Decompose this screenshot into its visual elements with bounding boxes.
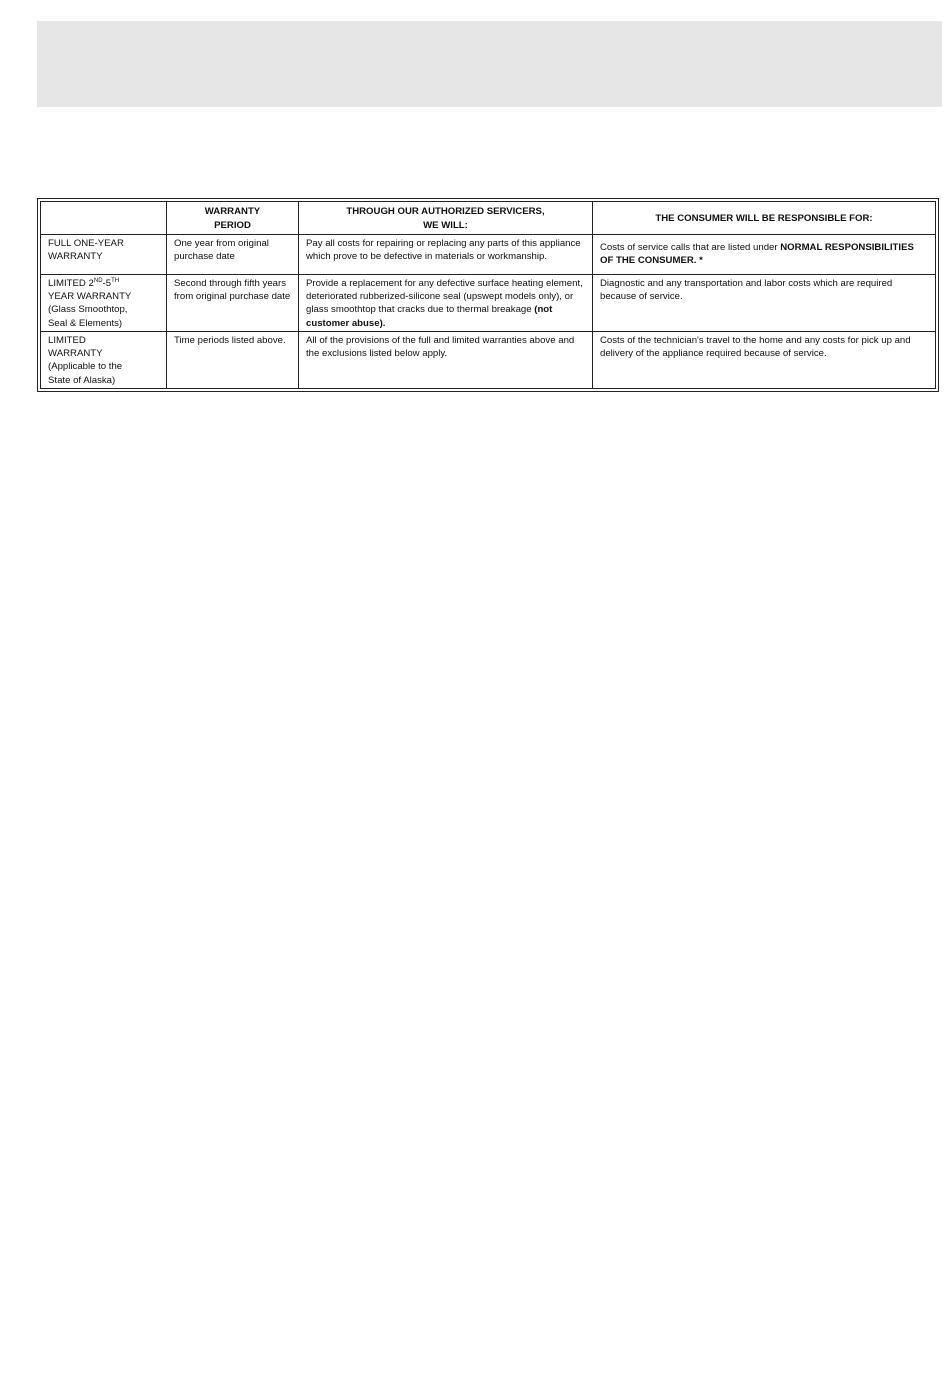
- row-label-line: (Applicable to the: [48, 361, 123, 373]
- header-servicers-line2: WE WILL:: [423, 219, 468, 231]
- period-cell: Time periods listed above.: [167, 331, 299, 388]
- ordinal-superscript: TH: [111, 277, 120, 284]
- ordinal-superscript: ND: [93, 277, 103, 284]
- consumer-cell: [593, 235, 936, 275]
- row-label-line: LIMITED: [48, 334, 86, 346]
- table-row: [41, 235, 936, 275]
- table-header-row: [41, 202, 936, 235]
- header-blank-cell: [41, 202, 167, 235]
- row-label-limited-alaska: [41, 331, 167, 388]
- header-band: [37, 21, 942, 107]
- consumer-text: Costs of service calls that are listed under: [600, 242, 778, 253]
- table-row: [41, 275, 936, 332]
- header-period-line2: PERIOD: [214, 219, 251, 231]
- row-label-line: FULL ONE-YEAR: [48, 238, 124, 249]
- warranty-table: [40, 201, 936, 389]
- header-servicers: [299, 202, 593, 235]
- row-label-line: State of Alaska): [48, 374, 116, 386]
- consumer-cell: Costs of the technician's travel to the home and any costs for pick up and delivery of the appliance required because of service.: [593, 331, 936, 388]
- period-cell: One year from original purchase date: [167, 235, 299, 275]
- consumer-bold-text: NORMAL RESPONSIBILITIES OF THE CONSUMER. *: [600, 242, 914, 267]
- header-servicers-line1: THROUGH OUR AUTHORIZED SERVICERS,: [346, 206, 545, 218]
- table-row: [41, 331, 936, 388]
- servicer-cell: All of the provisions of the full and limited warranties above and the exclusions listed below apply.: [299, 331, 593, 388]
- servicer-cell: Pay all costs for repairing or replacing any parts of this appliance which prove to be defective in materials or workmanship.: [299, 235, 593, 275]
- row-label-line: Seal & Elements): [48, 317, 123, 329]
- period-cell: Second through fifth years from original purchase date: [167, 275, 299, 332]
- row-label-limited-2nd-5th: [41, 275, 167, 332]
- servicer-text: Provide a replacement for any defective surface heating element, deteriorated rubberized-silicone seal (upswept models only), or glass smoothtop that cracks due to thermal breakage: [306, 278, 583, 316]
- header-consumer: THE CONSUMER WILL BE RESPONSIBLE FOR:: [593, 202, 936, 235]
- row-label-line: LIMITED 2: [48, 278, 94, 289]
- row-label-full-one-year: [41, 235, 167, 275]
- header-warranty-period: [167, 202, 299, 235]
- warranty-table-frame: [37, 198, 939, 392]
- row-label-line: YEAR WARRANTY: [48, 291, 132, 303]
- row-label-line: WARRANTY: [48, 251, 103, 263]
- row-label-line: WARRANTY: [48, 348, 103, 360]
- consumer-cell: Diagnostic and any transportation and labor costs which are required because of service.: [593, 275, 936, 332]
- row-label-line: (Glass Smoothtop,: [48, 304, 128, 316]
- row-label-line: -5: [102, 278, 112, 289]
- servicer-bold-text: (not customer abuse).: [306, 304, 553, 329]
- servicer-cell: [299, 275, 593, 332]
- header-period-line1: WARRANTY: [204, 206, 261, 218]
